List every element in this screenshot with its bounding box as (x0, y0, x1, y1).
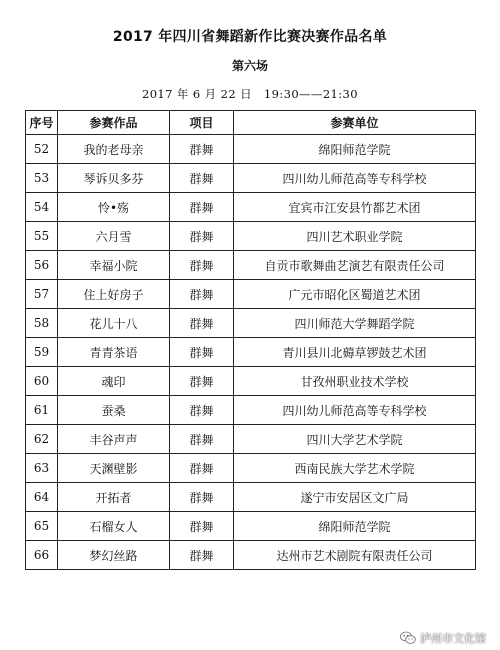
cell-unit: 青川县川北薅草锣鼓艺术团 (234, 338, 476, 367)
cell-unit: 绵阳师范学院 (234, 135, 476, 164)
cell-number: 61 (26, 396, 58, 425)
cell-unit: 四川艺术职业学院 (234, 222, 476, 251)
cell-work: 石榴女人 (58, 512, 170, 541)
cell-unit: 绵阳师范学院 (234, 512, 476, 541)
table-row (26, 541, 476, 570)
table-row (26, 222, 476, 251)
cell-number: 55 (26, 222, 58, 251)
cell-category: 群舞 (170, 338, 234, 367)
cell-number: 65 (26, 512, 58, 541)
cell-work: 魂印 (58, 367, 170, 396)
cell-number: 52 (26, 135, 58, 164)
cell-category: 群舞 (170, 251, 234, 280)
cell-number: 66 (26, 541, 58, 570)
cell-unit: 宜宾市江安县竹都艺术团 (234, 193, 476, 222)
cell-category: 群舞 (170, 396, 234, 425)
table-row (26, 338, 476, 367)
cell-unit: 西南民族大学艺术学院 (234, 454, 476, 483)
cell-unit: 四川大学艺术学院 (234, 425, 476, 454)
cell-unit: 广元市昭化区蜀道艺术团 (234, 280, 476, 309)
watermark-text: 泸州市文化馆 (420, 632, 486, 645)
cell-number: 56 (26, 251, 58, 280)
cell-unit: 甘孜州职业技术学校 (234, 367, 476, 396)
cell-category: 群舞 (170, 454, 234, 483)
header-work: 参赛作品 (58, 111, 170, 135)
cell-category: 群舞 (170, 541, 234, 570)
table-row (26, 425, 476, 454)
cell-work: 花儿十八 (58, 309, 170, 338)
table-row (26, 483, 476, 512)
cell-work: 我的老母亲 (58, 135, 170, 164)
table-row (26, 367, 476, 396)
cell-work: 六月雪 (58, 222, 170, 251)
table-header-row (26, 111, 476, 135)
cell-category: 群舞 (170, 164, 234, 193)
cell-work: 蚕桑 (58, 396, 170, 425)
header-category: 项目 (170, 111, 234, 135)
cell-number: 53 (26, 164, 58, 193)
cell-number: 54 (26, 193, 58, 222)
page-title: 2017 年四川省舞蹈新作比赛决赛作品名单 (112, 29, 388, 45)
cell-work: 怜•殇 (58, 193, 170, 222)
cell-number: 62 (26, 425, 58, 454)
cell-work: 住上好房子 (58, 280, 170, 309)
table-row (26, 135, 476, 164)
cell-work: 梦幻丝路 (58, 541, 170, 570)
entries-table (25, 110, 476, 570)
table-row (26, 164, 476, 193)
cell-category: 群舞 (170, 425, 234, 454)
cell-number: 63 (26, 454, 58, 483)
cell-work: 开拓者 (58, 483, 170, 512)
cell-category: 群舞 (170, 280, 234, 309)
cell-work: 丰谷声声 (58, 425, 170, 454)
wechat-icon (400, 631, 416, 645)
table-row (26, 512, 476, 541)
cell-number: 60 (26, 367, 58, 396)
cell-category: 群舞 (170, 135, 234, 164)
table-row (26, 454, 476, 483)
cell-unit: 达州市艺术剧院有限责任公司 (234, 541, 476, 570)
cell-category: 群舞 (170, 483, 234, 512)
cell-unit: 遂宁市安居区文广局 (234, 483, 476, 512)
table-row (26, 309, 476, 338)
header-unit: 参赛单位 (234, 111, 476, 135)
cell-category: 群舞 (170, 193, 234, 222)
watermark (400, 630, 486, 646)
cell-number: 59 (26, 338, 58, 367)
cell-work: 琴诉贝多芬 (58, 164, 170, 193)
cell-work: 天渊壁影 (58, 454, 170, 483)
cell-work: 青青茶语 (58, 338, 170, 367)
cell-number: 58 (26, 309, 58, 338)
cell-number: 64 (26, 483, 58, 512)
cell-unit: 四川师范大学舞蹈学院 (234, 309, 476, 338)
cell-category: 群舞 (170, 309, 234, 338)
cell-category: 群舞 (170, 367, 234, 396)
table-row (26, 251, 476, 280)
session-datetime: 2017 年 6 月 22 日 19:30——21:30 (142, 87, 358, 101)
cell-category: 群舞 (170, 222, 234, 251)
cell-unit: 自贡市歌舞曲艺演艺有限责任公司 (234, 251, 476, 280)
table-row (26, 396, 476, 425)
session-label: 第六场 (231, 59, 268, 73)
header-number: 序号 (26, 111, 58, 135)
table-row (26, 280, 476, 309)
cell-unit: 四川幼儿师范高等专科学校 (234, 396, 476, 425)
cell-category: 群舞 (170, 512, 234, 541)
cell-work: 幸福小院 (58, 251, 170, 280)
cell-number: 57 (26, 280, 58, 309)
cell-unit: 四川幼儿师范高等专科学校 (234, 164, 476, 193)
table-row (26, 193, 476, 222)
